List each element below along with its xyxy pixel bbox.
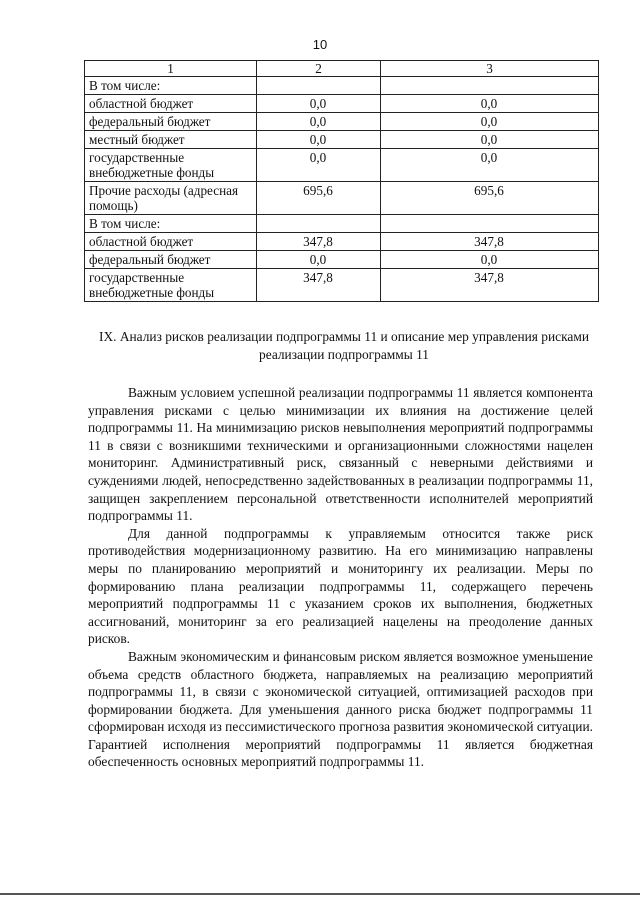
table-row — [85, 251, 599, 269]
table-cell-col3: 695,6 — [381, 182, 599, 215]
table-cell-col2: 0,0 — [257, 95, 381, 113]
table-cell-col2: 0,0 — [257, 131, 381, 149]
table-cell-col2: 0,0 — [257, 251, 381, 269]
paragraph-2: Для данной подпрограммы к управляемым относится также риск противодействия модернизационному развитию. На его минимизацию направлены меры по планированию мероприятий и мониторингу их реализации. Меры по формированию плана реализации подпрограммы 11, содержащего перечень мероприятий подпрограммы 11 с указанием сроков их выполнения, бюджетных ассигнований, мониторинг за его реализацией нацелены на преодоление данных рисков. — [88, 525, 593, 647]
table-cell-col1: Прочие расходы (адресная помощь) — [85, 182, 257, 215]
table-cell-col3: 347,8 — [381, 269, 599, 302]
table-cell-col2 — [257, 77, 381, 95]
table-cell-col1: областной бюджет — [85, 95, 257, 113]
table-row — [85, 215, 599, 233]
table-cell-col2: 0,0 — [257, 113, 381, 131]
header-cell-3: 3 — [381, 61, 599, 77]
table-cell-col2: 347,8 — [257, 233, 381, 251]
table-cell-col3: 0,0 — [381, 251, 599, 269]
table-row — [85, 131, 599, 149]
table-cell-col1: федеральный бюджет — [85, 251, 257, 269]
table-row — [85, 269, 599, 302]
table-cell-col3: 0,0 — [381, 149, 599, 182]
table-cell-col2 — [257, 215, 381, 233]
table-row — [85, 182, 599, 215]
budget-table — [84, 60, 599, 302]
table-cell-col2: 695,6 — [257, 182, 381, 215]
table-cell-col3 — [381, 77, 599, 95]
table-row — [85, 233, 599, 251]
table-cell-col2: 347,8 — [257, 269, 381, 302]
page-number: 10 — [312, 37, 328, 52]
paragraph-1: Важным условием успешной реализации подпрограммы 11 является компонента управления рисками с целью минимизации их влияния на достижение целей подпрограммы 11. На минимизацию рисков невыполнения мероприятий подпрограммы 11 в связи с возникшими техническими и организационными сложностями нацелен мониторинг. Административный риск, связанный с неверными действиями и суждениями людей, непосредственно задействованных в реализации подпрограммы 11, защищен закреплением персональной ответственности исполнителей мероприятий подпрограммы 11. — [88, 385, 593, 524]
table-cell-col3 — [381, 215, 599, 233]
header-cell-2: 2 — [257, 61, 381, 77]
table-header-row — [85, 61, 599, 77]
table-row — [85, 113, 599, 131]
table-cell-col1: областной бюджет — [85, 233, 257, 251]
table-cell-col1: федеральный бюджет — [85, 113, 257, 131]
table-cell-col3: 0,0 — [381, 131, 599, 149]
budget-table-body — [85, 61, 599, 302]
table-row — [85, 149, 599, 182]
section-title: IX. Анализ рисков реализации подпрограммы 11 и описание мер управления рисками реализации подпрограммы 11 — [99, 329, 589, 362]
table-cell-col1: В том числе: — [85, 215, 257, 233]
header-cell-1: 1 — [85, 61, 257, 77]
table-cell-col1: В том числе: — [85, 77, 257, 95]
table-cell-col1: государственные внебюджетные фонды — [85, 269, 257, 302]
body-text — [88, 384, 593, 771]
bottom-rule — [0, 893, 640, 895]
table-cell-col3: 0,0 — [381, 113, 599, 131]
paragraph-3: Важным экономическим и финансовым риском является возможное уменьшение объема средств областного бюджета, направляемых на реализацию мероприятий подпрограммы 11, в связи с экономической ситуацией, оптимизацией расходов при формировании бюджета. Для уменьшения данного риска бюджет подпрограммы 11 сформирован исходя из пессимистического прогноза развития экономической ситуации. Гарантией исполнения мероприятий подпрограммы 11 является бюджетная обеспеченность основных мероприятий подпрограммы 11. — [88, 648, 593, 770]
table-row — [85, 95, 599, 113]
table-cell-col1: государственные внебюджетные фонды — [85, 149, 257, 182]
table-row — [85, 77, 599, 95]
table-cell-col3: 0,0 — [381, 95, 599, 113]
table-cell-col3: 347,8 — [381, 233, 599, 251]
table-cell-col1: местный бюджет — [85, 131, 257, 149]
table-cell-col2: 0,0 — [257, 149, 381, 182]
